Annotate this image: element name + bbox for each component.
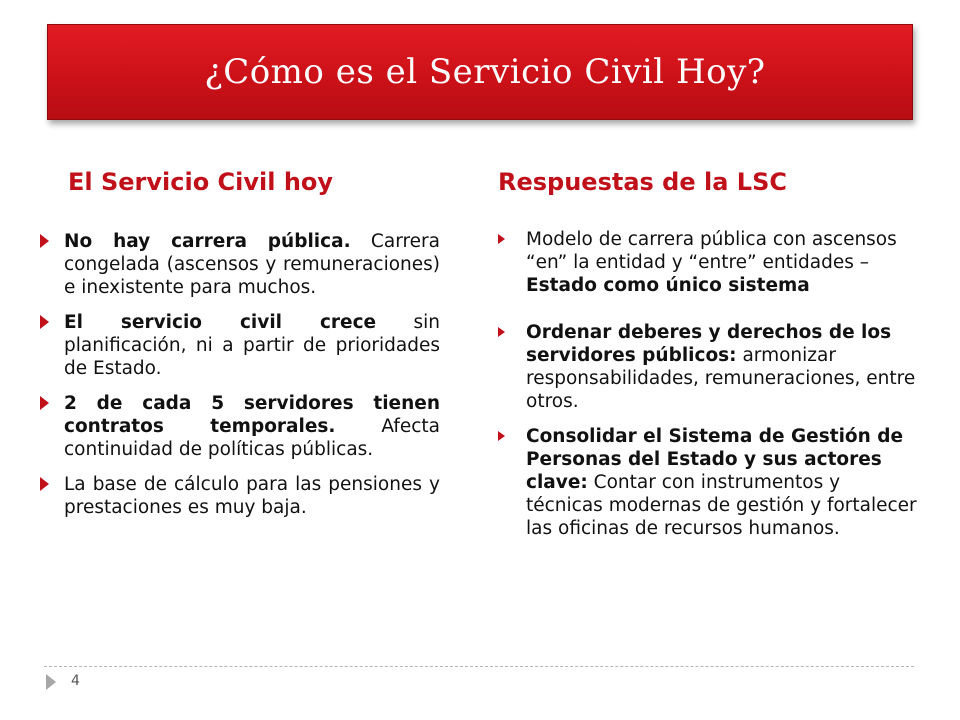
list-item bbox=[498, 425, 918, 540]
list-item bbox=[40, 473, 440, 519]
triangle-bullet-icon bbox=[40, 315, 49, 329]
list-item bbox=[40, 230, 440, 299]
item-bold-text: Ordenar deberes y derechos de los servidores públicos: bbox=[526, 322, 892, 366]
left-bullet-list bbox=[40, 230, 440, 531]
triangle-bullet-icon bbox=[498, 431, 505, 441]
item-text: Carrera congelada (ascensos y remuneraciones) e inexistente para muchos. bbox=[64, 231, 440, 298]
item-text: sin planificación, ni a partir de prioridades de Estado. bbox=[64, 312, 440, 379]
item-bold-text: Consolidar el Sistema de Gestión de Personas del Estado y sus actores clave: bbox=[526, 426, 904, 493]
slide-title: ¿Cómo es el Servicio Civil Hoy? bbox=[204, 52, 766, 92]
triangle-bullet-icon bbox=[40, 234, 49, 248]
item-bold-text: El servicio civil crece bbox=[64, 312, 377, 333]
item-text: La base de cálculo para las pensiones y prestaciones es muy baja. bbox=[64, 474, 440, 518]
footer-arrow-icon bbox=[46, 674, 56, 690]
list-item bbox=[498, 228, 918, 297]
footer-divider bbox=[44, 666, 914, 667]
item-bold-text: No hay carrera pública. bbox=[64, 231, 351, 252]
triangle-bullet-icon bbox=[498, 234, 505, 244]
item-bold-text: Estado como único sistema bbox=[526, 275, 810, 296]
item-bold-text: 2 de cada 5 servidores tienen contratos temporales. bbox=[64, 393, 440, 437]
list-item bbox=[40, 311, 440, 380]
triangle-bullet-icon bbox=[498, 327, 505, 337]
slide-number: 4 bbox=[71, 673, 80, 689]
left-column-heading: El Servicio Civil hoy bbox=[68, 168, 334, 196]
right-column-heading: Respuestas de la LSC bbox=[498, 168, 787, 196]
item-text: Contar con instrumentos y técnicas modernas de gestión y fortalecer las oficinas de recursos humanos. bbox=[526, 472, 917, 539]
triangle-bullet-icon bbox=[40, 477, 49, 491]
title-banner bbox=[47, 24, 913, 120]
triangle-bullet-icon bbox=[40, 396, 49, 410]
item-text: Modelo de carrera pública con ascensos “en” la entidad y “entre” entidades – bbox=[526, 229, 897, 273]
item-text: Afecta continuidad de políticas públicas. bbox=[64, 416, 440, 460]
right-bullet-list bbox=[498, 228, 918, 552]
item-text: armonizar responsabilidades, remuneraciones, entre otros. bbox=[526, 345, 916, 412]
list-item bbox=[40, 392, 440, 461]
list-item bbox=[498, 321, 918, 413]
